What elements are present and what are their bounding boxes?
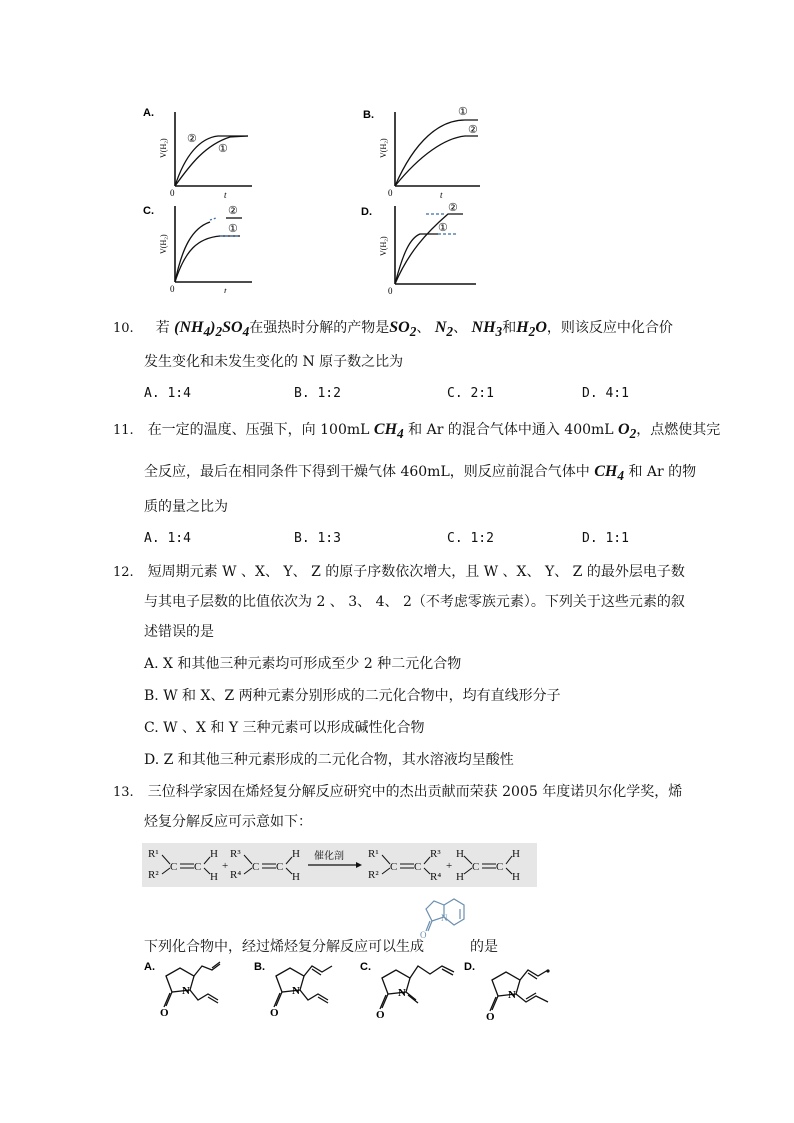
mol-a-o: O: [160, 1007, 169, 1019]
graph-b-curve2: ②: [468, 124, 478, 136]
formula-ch4: $CH_4$: [373, 421, 404, 442]
graph-c: [140, 198, 265, 293]
graph-b-label: B.: [363, 109, 374, 121]
q10-line2: 发生变化和未发生变化的 N 原子数之比为: [144, 354, 404, 370]
catalyst-label: 催化剖: [314, 851, 344, 862]
q12-option-a: A. X 和其他三种元素均可形成至少 2 种二元化合物: [144, 656, 462, 672]
target-o-atom: O: [420, 930, 427, 940]
reactant1-h2: H: [210, 871, 218, 883]
graph-b-curve1: ①: [458, 106, 468, 118]
graph-a-label: A.: [143, 107, 154, 119]
product2-c1: C: [472, 861, 480, 873]
q13-number: 13.: [113, 785, 134, 800]
reactant2-r4: R⁴: [230, 869, 242, 881]
mol-b-label: B.: [254, 961, 265, 973]
mol-a-n: N: [182, 985, 190, 997]
product1-c1: C: [390, 861, 398, 873]
q11-option-c: C. 1:2: [447, 531, 494, 546]
q12-line3: 述错误的是: [144, 624, 214, 640]
graph-b-xlabel: t: [440, 190, 443, 200]
product1-c2: C: [414, 861, 422, 873]
molecule-option-c: [358, 958, 478, 1022]
mol-b-n: N: [292, 985, 300, 997]
reactant2-c1: C: [252, 861, 260, 873]
q11-line1: [113, 420, 720, 444]
mol-d-n: N: [508, 989, 516, 1001]
graph-c-label: C.: [143, 205, 154, 217]
reactant2-h2: H: [292, 871, 300, 883]
product1-r4: R⁴: [430, 871, 442, 883]
graph-d-curve2: ②: [448, 202, 458, 214]
plus-sign-1: +: [222, 860, 229, 872]
q11-text-2: 和 Ar 的混合气体中通入 400mL: [403, 422, 619, 438]
product1-r1: R¹: [368, 848, 379, 860]
mol-c-label: C.: [360, 961, 371, 973]
graph-c-ylabel: V(H₂): [159, 234, 168, 254]
target-n-atom: N: [441, 913, 448, 923]
q10-number: 10.: [113, 321, 134, 336]
graph-b-ylabel: V(H₂): [379, 138, 388, 158]
q13-prompt-b: 的是: [470, 939, 498, 955]
graph-a-curve1: ①: [218, 143, 228, 155]
mol-c-n: N: [398, 987, 406, 999]
plus-sign-2: +: [446, 860, 453, 872]
molecule-option-a: [142, 958, 252, 1022]
q10-option-b: B. 1:2: [294, 386, 341, 401]
q13-line2: 烃复分解反应可示意如下：: [144, 814, 312, 830]
q11-line2: 全反应，最后在相同条件下得到干燥气体 460mL，则反应前混合气体中 $CH_4$ 和 Ar 的物: [144, 463, 697, 484]
reactant1-h1: H: [210, 848, 218, 860]
product2-h3: H: [512, 848, 520, 860]
q10-text-2: 在强热时分解的产物是: [249, 320, 390, 336]
molecule-option-b: [252, 958, 362, 1022]
q12-option-c: C. W 、X 和 Y 三种元素可以形成碱性化合物: [144, 720, 425, 736]
reactant1-r2: R²: [148, 869, 159, 881]
q10-option-d: D. 4:1: [582, 386, 629, 401]
metathesis-reaction-scheme: [142, 843, 537, 887]
graph-c-curve2: ②: [228, 205, 238, 217]
q12-line1: [113, 562, 685, 583]
product2-h4: H: [512, 871, 520, 883]
q11-text: 在一定的温度、压强下，向 100mL: [147, 422, 374, 438]
graph-d-ylabel: V(H₂): [379, 236, 388, 256]
formula-h2o: $H_2O$: [516, 319, 547, 340]
q13-prompt-a: 下列化合物中，经过烯烃复分解反应可以生成: [144, 939, 424, 955]
graph-c-origin: 0: [170, 284, 175, 293]
q10-option-c: C. 2:1: [447, 386, 494, 401]
q11-option-a: A. 1:4: [144, 531, 191, 546]
graph-a: [140, 100, 265, 200]
target-bicyclic-molecule: [412, 893, 472, 949]
q11-option-b: B. 1:3: [294, 531, 341, 546]
q10-option-a: A. 1:4: [144, 386, 191, 401]
graph-d-label: D.: [361, 206, 372, 218]
mol-b-o: O: [270, 1007, 279, 1019]
q10-line1: 10. 若 $(NH_4)_2SO_4$在强热时分解的产物是$SO_2$、 $N_2$、 $NH_3$和$H_2O$，则该反应中化合价: [113, 319, 673, 340]
formula-so2: $SO_2$: [389, 319, 417, 340]
graph-d-origin: 0: [388, 286, 393, 296]
q10-text-3: ，则该反应中化合价: [546, 320, 673, 336]
reactant2-h1: H: [292, 848, 300, 860]
formula-n2: $N_2$: [434, 319, 454, 340]
molecule-option-d: [462, 958, 572, 1022]
formula-ammonium-sulfate: $(NH_4)_2SO_4$: [174, 319, 250, 340]
q11-text-3: ，点燃使其完: [636, 422, 721, 438]
q11-line3: 质的量之比为: [144, 499, 228, 515]
graph-c-xlabel: t: [224, 286, 227, 293]
product2-h2: H: [456, 871, 464, 883]
q12-option-d: D. Z 和其他三种元素形成的二元化合物，其水溶液均呈酸性: [144, 752, 514, 768]
graph-b: [360, 100, 490, 200]
product2-h1: H: [456, 848, 464, 860]
q12-text: 短周期元素 W 、X、 Y、 Z 的原子序数依次增大，且 W 、X、 Y、 Z 的最外层电子数: [147, 564, 685, 580]
q10-text: 若: [155, 320, 170, 336]
mol-c-o: O: [376, 1009, 385, 1021]
formula-o2: $O_2$: [618, 421, 637, 442]
graph-c-curve1: ①: [228, 223, 238, 235]
reactant2-c2: C: [276, 861, 284, 873]
q12-number: 12.: [113, 565, 134, 580]
reactant1-c2: C: [194, 861, 202, 873]
product2-c2: C: [496, 861, 504, 873]
mol-d-label: D.: [464, 961, 475, 973]
product1-r2: R²: [368, 869, 379, 881]
formula-nh3: $NH_3$: [471, 319, 503, 340]
graph-d-curve1: ①: [438, 222, 448, 234]
mol-d-o: O: [486, 1011, 495, 1022]
q12-line2: 与其电子层数的比值依次为 2 、 3、 4、 2（不考虑零族元素）。下列关于这些元素的叙: [144, 594, 685, 610]
mol-a-label: A.: [144, 961, 155, 973]
graph-d: [358, 198, 490, 298]
graph-a-xlabel: t: [224, 190, 227, 200]
q11-number: 11.: [113, 423, 134, 438]
reactant2-r3: R³: [230, 848, 241, 860]
formula-ch4-2: $CH_4$: [594, 463, 624, 484]
graph-a-curve2: ②: [187, 133, 197, 145]
graph-a-ylabel: V(H₂): [159, 138, 168, 158]
graph-b-origin: 0: [388, 188, 393, 198]
q11-option-d: D. 1:1: [582, 531, 629, 546]
q13-line1: [113, 782, 682, 803]
q12-option-b: B. W 和 X、Z 两种元素分别形成的二元化合物中，均有直线形分子: [144, 688, 561, 704]
reactant1-r1: R¹: [148, 848, 159, 860]
reactant1-c1: C: [170, 861, 178, 873]
graph-a-origin: 0: [170, 188, 175, 198]
product1-r3: R³: [430, 848, 441, 860]
q13-text: 三位科学家因在烯烃复分解反应研究中的杰出贡献而荣获 2005 年度诺贝尔化学奖，烯: [147, 784, 683, 800]
